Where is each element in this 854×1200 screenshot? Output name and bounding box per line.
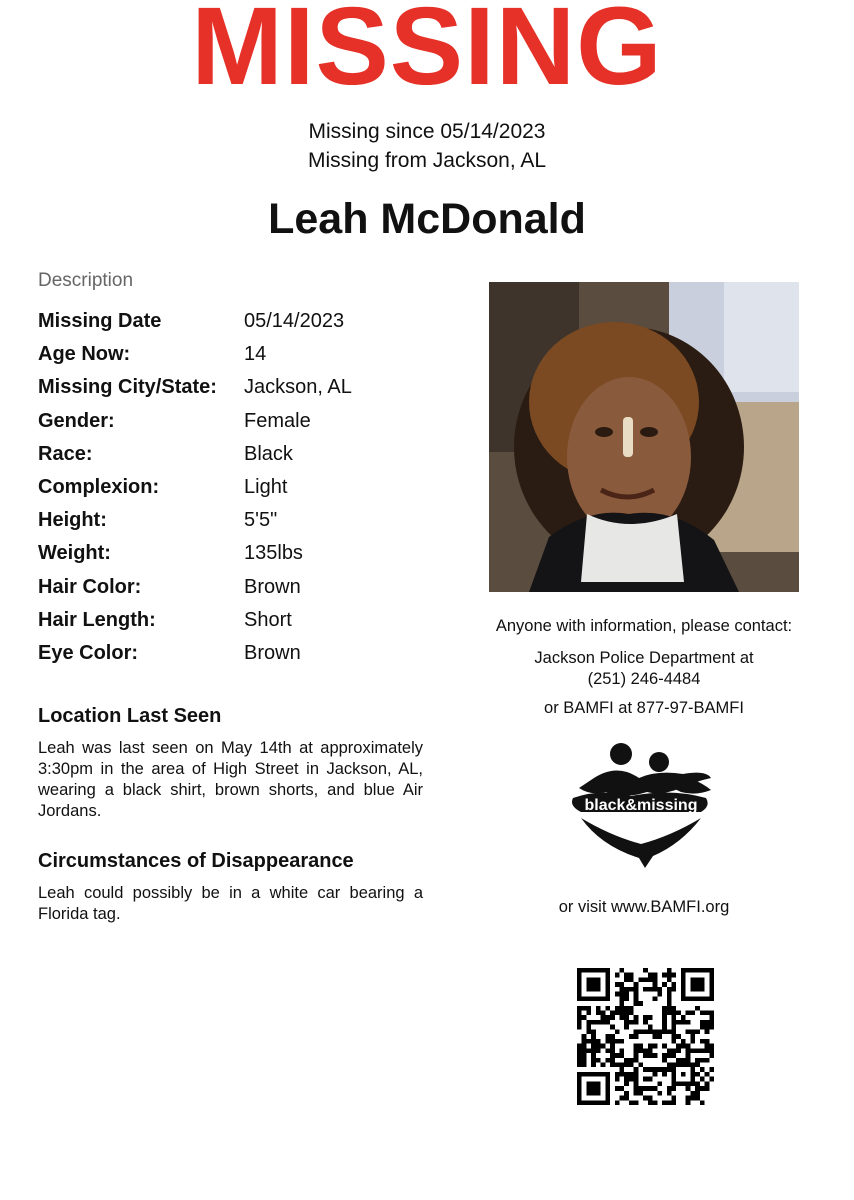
- bamfi-phone: or BAMFI at 877-97-BAMFI: [544, 699, 744, 717]
- fact-key: Age Now:: [38, 343, 131, 366]
- fact-key: Complexion:: [38, 475, 160, 498]
- fact-row: [38, 308, 458, 341]
- fact-row: [38, 441, 458, 474]
- missing-headline: MISSING: [191, 0, 663, 108]
- description-label: Description: [38, 270, 134, 291]
- missing-info: [0, 117, 854, 175]
- bamfi-logo-icon: [561, 740, 721, 870]
- fact-key: Race:: [38, 442, 93, 465]
- fact-row: [38, 540, 458, 573]
- agency-name: Jackson Police Department at: [534, 649, 754, 667]
- fact-key: Eye Color:: [38, 641, 139, 664]
- fact-value: Short: [244, 608, 292, 631]
- fact-value: Female: [244, 409, 311, 432]
- fact-value: 135lbs: [244, 542, 303, 565]
- missing-since: Missing since 05/14/2023: [308, 120, 546, 143]
- fact-value: Light: [244, 475, 288, 498]
- location-heading: Location Last Seen: [38, 705, 222, 727]
- fact-key: Missing City/State:: [38, 376, 217, 399]
- fact-key: Hair Color:: [38, 575, 142, 598]
- fact-row: [38, 474, 458, 507]
- missing-from: Missing from Jackson, AL: [307, 149, 547, 172]
- fact-row: [38, 507, 458, 540]
- fact-value: Brown: [244, 575, 301, 598]
- qr-code-graphic: [577, 968, 714, 1105]
- fact-row: [38, 408, 458, 441]
- person-photo-illustration: [489, 282, 799, 592]
- fact-value: Jackson, AL: [244, 376, 352, 399]
- fact-row: [38, 640, 458, 673]
- fact-value: Black: [244, 442, 293, 465]
- fact-value: 14: [244, 343, 267, 366]
- svg-text:black&missing: black&missing: [584, 797, 698, 814]
- fact-key: Gender:: [38, 409, 115, 432]
- fact-key: Missing Date: [38, 310, 162, 332]
- fact-key: Hair Length:: [38, 608, 156, 631]
- circumstances-heading: Circumstances of Disappearance: [38, 850, 354, 872]
- fact-value: 5'5": [244, 509, 278, 532]
- fact-value: 05/14/2023: [244, 310, 345, 332]
- circumstances-text: Leah could possibly be in a white car bearing a Florida tag.: [38, 884, 423, 923]
- facts-table: [38, 308, 458, 673]
- fact-row: [38, 374, 458, 407]
- person-name: Leah McDonald: [268, 195, 586, 243]
- agency-block: [470, 648, 818, 690]
- agency-phone: (251) 246-4484: [587, 670, 701, 688]
- contact-intro: Anyone with information, please contact:: [495, 617, 793, 635]
- fact-value: Brown: [244, 641, 301, 664]
- fact-row: [38, 341, 458, 374]
- fact-row: [38, 574, 458, 607]
- person-photo: [489, 282, 799, 592]
- location-text: Leah was last seen on May 14th at approximately 3:30pm in the area of High Street in Jackson, AL, wearing a black shirt, brown shorts, and blue Air Jordans.: [38, 739, 423, 820]
- fact-key: Weight:: [38, 542, 111, 565]
- bamfi-website[interactable]: or visit www.BAMFI.org: [558, 898, 730, 916]
- bamfi-logo: [561, 740, 721, 870]
- qr-code[interactable]: [577, 968, 714, 1105]
- fact-key: Height:: [38, 509, 107, 532]
- fact-row: [38, 607, 458, 640]
